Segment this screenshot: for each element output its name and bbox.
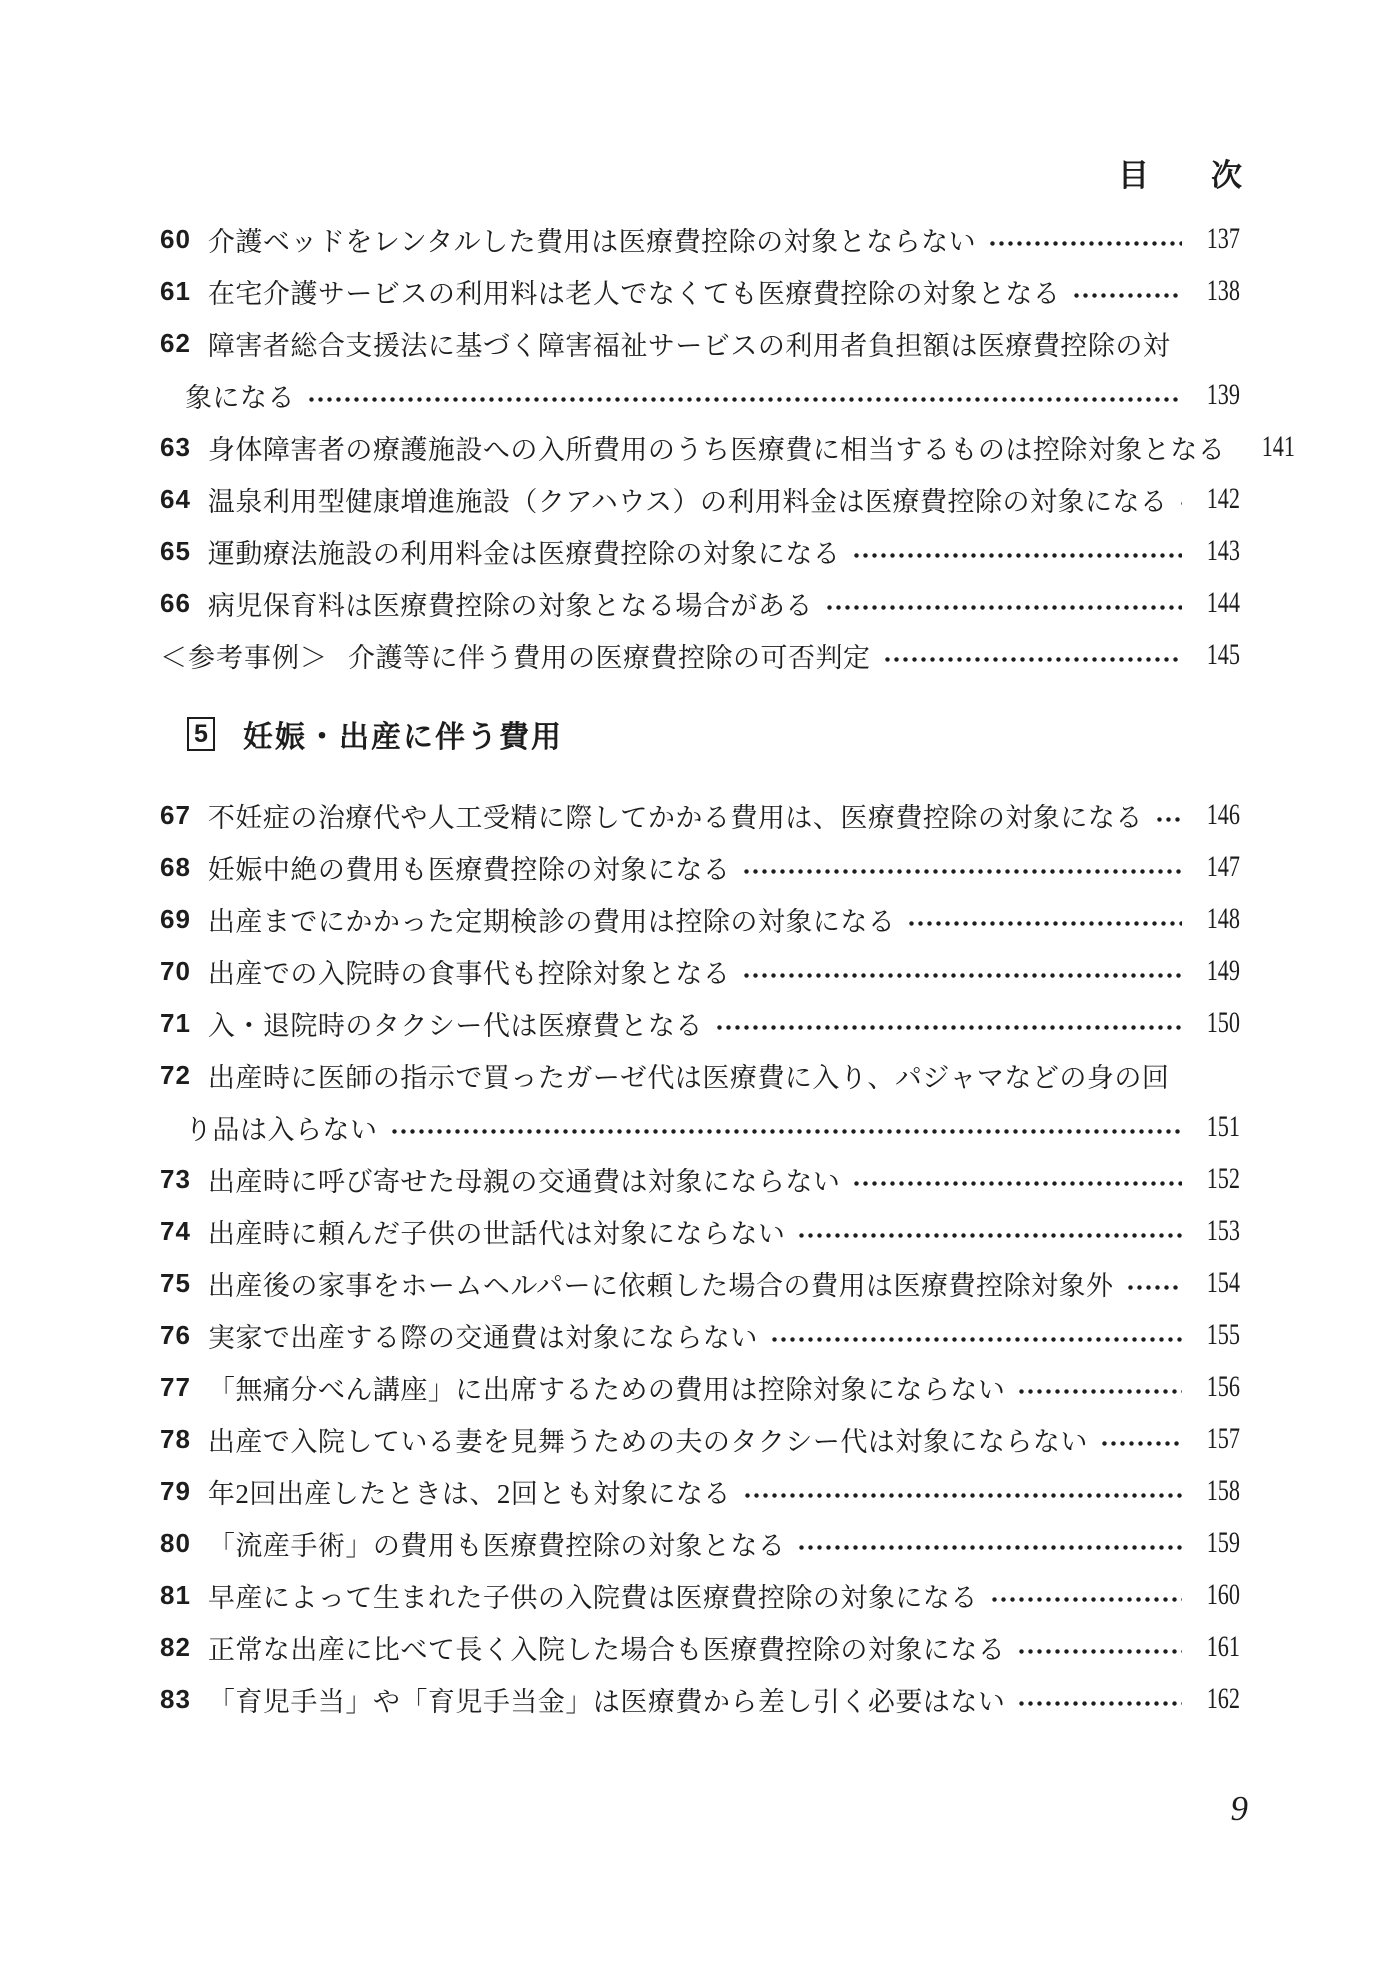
toc-entry xyxy=(160,945,1240,997)
page-number: 9 xyxy=(1230,1789,1248,1828)
toc-entry-continuation xyxy=(160,1101,1240,1153)
entry-number: 71 xyxy=(160,1007,191,1038)
toc-entry xyxy=(160,421,1296,473)
entry-page-number: 159 xyxy=(1206,1526,1240,1559)
entry-number: 68 xyxy=(160,851,191,882)
entry-number: 83 xyxy=(160,1683,191,1714)
dot-leader xyxy=(797,1544,1182,1551)
entry-page-number: 152 xyxy=(1206,1162,1240,1195)
entry-title: 身体障害者の療護施設への入所費用のうち医療費に相当するものは控除対象となる xyxy=(207,434,1226,465)
entry-page-number: 157 xyxy=(1206,1422,1240,1455)
entry-page-number: 161 xyxy=(1206,1630,1240,1663)
entry-page-number: 149 xyxy=(1206,954,1240,987)
dot-leader xyxy=(1072,292,1182,299)
entry-title: 出産時に頼んだ子供の世話代は対象にならない xyxy=(207,1218,786,1249)
entry-number: 72 xyxy=(160,1059,191,1090)
entry-title: 「無痛分べん講座」に出席するための費用は控除対象にならない xyxy=(207,1374,1006,1405)
dot-leader xyxy=(1017,1388,1182,1395)
entry-page-number: 141 xyxy=(1262,430,1296,463)
entry-title: 出産での入院時の食事代も控除対象となる xyxy=(207,958,731,989)
toc-entry xyxy=(160,1049,1240,1101)
entry-title: 早産によって生まれた子供の入院費は医療費控除の対象になる xyxy=(207,1582,978,1613)
dot-leader xyxy=(1126,1284,1182,1291)
toc-entry xyxy=(160,473,1240,525)
toc-entry xyxy=(160,629,1240,681)
entry-page-number: 151 xyxy=(1206,1110,1240,1143)
dot-leader xyxy=(797,1232,1182,1239)
dot-leader xyxy=(1155,816,1182,823)
entry-page-number: 150 xyxy=(1206,1006,1240,1039)
entry-number: 74 xyxy=(160,1215,191,1246)
entry-number: 65 xyxy=(160,535,191,566)
entry-number: 78 xyxy=(160,1423,191,1454)
entry-number: 76 xyxy=(160,1319,191,1350)
toc-entry xyxy=(160,317,1240,369)
dot-leader xyxy=(390,1128,1183,1135)
entry-page-number: 156 xyxy=(1206,1370,1240,1403)
dot-leader xyxy=(883,656,1183,663)
entry-page-number: 143 xyxy=(1206,534,1240,567)
toc-entry xyxy=(160,577,1240,629)
dot-leader xyxy=(742,868,1182,875)
toc-entry xyxy=(160,1309,1240,1361)
toc-entry xyxy=(160,1361,1240,1413)
entry-page-number: 158 xyxy=(1206,1474,1240,1507)
entry-page-number: 142 xyxy=(1206,482,1240,515)
entry-title: 介護ベッドをレンタルした費用は医療費控除の対象とならない xyxy=(207,226,977,257)
entry-page-number: 148 xyxy=(1206,902,1240,935)
entry-title: 出産時に医師の指示で買ったガーゼ代は医療費に入り、パジャマなどの身の回 xyxy=(207,1062,1170,1093)
section-heading xyxy=(187,714,1240,754)
entry-number: 80 xyxy=(160,1527,191,1558)
entry-title: 出産後の家事をホームヘルパーに依頼した場合の費用は医療費控除対象外 xyxy=(207,1270,1114,1301)
dot-leader xyxy=(742,972,1182,979)
entry-number: 70 xyxy=(160,955,191,986)
dot-leader xyxy=(1179,500,1182,507)
entry-page-number: 139 xyxy=(1206,378,1240,411)
entry-title: 出産で入院している妻を見舞うための夫のタクシー代は対象にならない xyxy=(207,1426,1088,1457)
entry-page-number: 145 xyxy=(1206,638,1240,671)
dot-leader xyxy=(907,920,1182,927)
entry-title: 妊娠中絶の費用も医療費控除の対象になる xyxy=(207,854,731,885)
toc-entry xyxy=(160,1153,1240,1205)
entry-title: 「流産手術」の費用も医療費控除の対象となる xyxy=(207,1530,786,1561)
dot-leader xyxy=(770,1336,1182,1343)
entry-number: 81 xyxy=(160,1579,191,1610)
entry-number: 64 xyxy=(160,483,191,514)
page-title: 目次 xyxy=(1118,158,1304,193)
dot-leader xyxy=(852,1180,1182,1187)
section-number-box xyxy=(187,717,215,751)
entry-title: 在宅介護サービスの利用料は老人でなくても医療費控除の対象となる xyxy=(207,278,1061,309)
entry-page-number: 155 xyxy=(1206,1318,1240,1351)
entry-number: 60 xyxy=(160,223,191,254)
toc-entry xyxy=(160,1569,1240,1621)
entry-title: 障害者総合支援法に基づく障害福祉サービスの利用者負担額は医療費控除の対 xyxy=(207,330,1171,361)
dot-leader xyxy=(825,604,1182,611)
entry-number: 77 xyxy=(160,1371,191,1402)
toc-entry xyxy=(160,1621,1240,1673)
dot-leader xyxy=(1017,1700,1182,1707)
dot-leader xyxy=(1017,1648,1182,1655)
entry-title: 出産までにかかった定期検診の費用は控除の対象になる xyxy=(207,906,896,937)
entry-title-continuation: 象になる xyxy=(185,382,295,413)
entry-page-number: 146 xyxy=(1206,798,1240,831)
toc-entry xyxy=(160,1257,1240,1309)
entry-number: 75 xyxy=(160,1267,191,1298)
entry-number: 61 xyxy=(160,275,191,306)
entry-page-number: 162 xyxy=(1206,1682,1240,1715)
dot-leader xyxy=(307,396,1182,403)
entry-title: 年2回出産したときは、2回とも対象になる xyxy=(207,1478,731,1509)
toc-entry-continuation xyxy=(160,369,1240,421)
entry-number: 63 xyxy=(160,431,191,462)
entry-title: 「育児手当」や「育児手当金」は医療費から差し引く必要はない xyxy=(207,1686,1006,1717)
dot-leader xyxy=(988,240,1182,247)
dot-leader xyxy=(743,1492,1182,1499)
toc-entry xyxy=(160,1205,1240,1257)
toc-entry xyxy=(160,213,1240,265)
entry-title: 不妊症の治療代や人工受精に際してかかる費用は、医療費控除の対象になる xyxy=(207,802,1143,833)
entry-number: 82 xyxy=(160,1631,191,1662)
entry-page-number: 153 xyxy=(1206,1214,1240,1247)
toc-entry xyxy=(160,893,1240,945)
entry-page-number: 147 xyxy=(1206,850,1240,883)
toc-entry xyxy=(160,1465,1240,1517)
toc-entry xyxy=(160,525,1240,577)
entry-page-number: 138 xyxy=(1206,274,1240,307)
entry-number: 73 xyxy=(160,1163,191,1194)
entry-title: 運動療法施設の利用料金は医療費控除の対象になる xyxy=(207,538,841,569)
entry-page-number: 137 xyxy=(1206,222,1240,255)
entry-title: 病児保育料は医療費控除の対象となる場合がある xyxy=(207,590,813,621)
entry-title: 実家で出産する際の交通費は対象にならない xyxy=(207,1322,758,1353)
entry-number: 66 xyxy=(160,587,191,618)
dot-leader xyxy=(715,1024,1182,1031)
toc-entry xyxy=(160,1673,1240,1725)
section-title: 妊娠・出産に伴う費用 xyxy=(243,721,563,754)
entry-title: 出産時に呼び寄せた母親の交通費は対象にならない xyxy=(207,1166,841,1197)
entry-number: 62 xyxy=(160,327,191,358)
toc xyxy=(160,213,1296,1725)
section-number: 5 xyxy=(194,719,208,748)
entry-title: 介護等に伴う費用の医療費控除の可否判定 xyxy=(348,642,871,673)
entry-number: 79 xyxy=(160,1475,191,1506)
entry-number: 69 xyxy=(160,903,191,934)
toc-entry xyxy=(160,841,1240,893)
entry-number: ＜参考事例＞ xyxy=(160,642,328,673)
entry-title: 入・退院時のタクシー代は医療費となる xyxy=(207,1010,703,1041)
toc-entry xyxy=(160,789,1240,841)
toc-entry xyxy=(160,1517,1240,1569)
toc-entry xyxy=(160,1413,1240,1465)
dot-leader xyxy=(1100,1440,1182,1447)
dot-leader xyxy=(990,1596,1182,1603)
entry-page-number: 144 xyxy=(1206,586,1240,619)
entry-title-continuation: り品は入らない xyxy=(185,1114,378,1145)
entry-title: 正常な出産に比べて長く入院した場合も医療費控除の対象になる xyxy=(207,1634,1006,1665)
toc-entry xyxy=(160,997,1240,1049)
entry-page-number: 160 xyxy=(1206,1578,1240,1611)
dot-leader xyxy=(852,552,1182,559)
entry-number: 67 xyxy=(160,799,191,830)
entry-title: 温泉利用型健康増進施設（クアハウス）の利用料金は医療費控除の対象になる xyxy=(207,486,1168,517)
entry-page-number: 154 xyxy=(1206,1266,1240,1299)
toc-entry xyxy=(160,265,1240,317)
